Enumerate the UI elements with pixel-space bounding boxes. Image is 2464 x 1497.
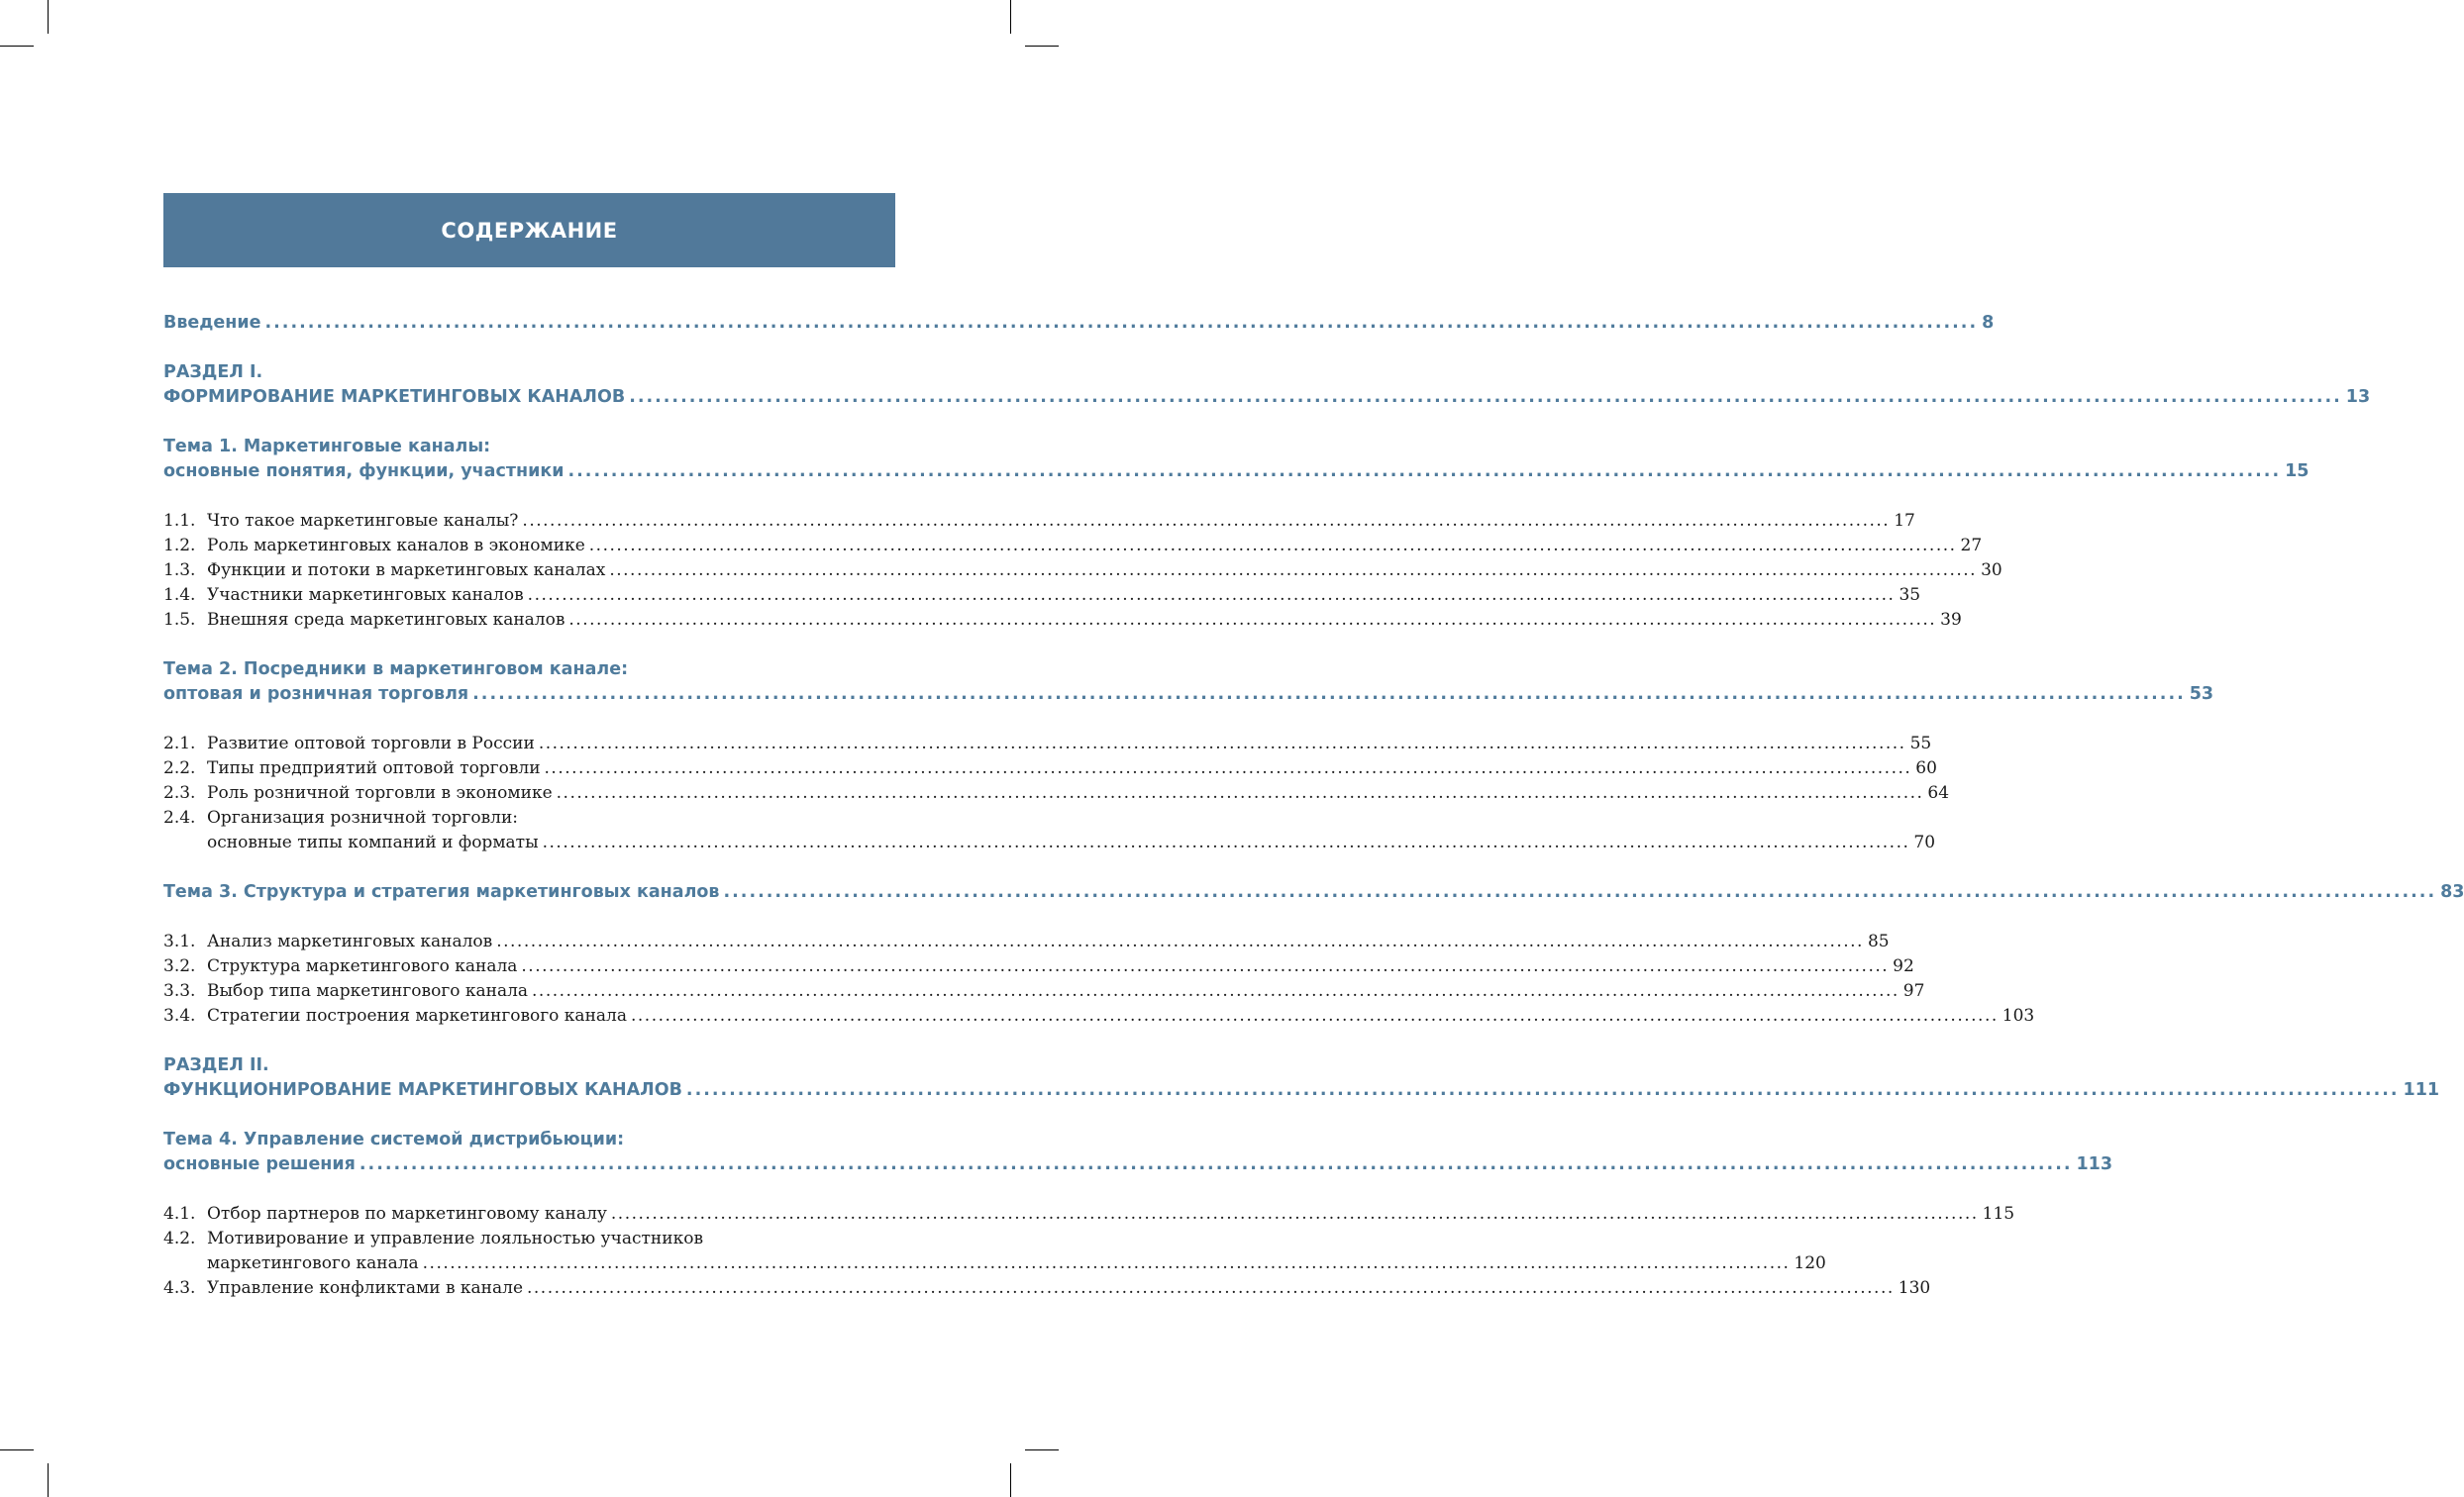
crop-mark [1010,1463,1011,1497]
toc-entry-title: Участники маркетинговых каналов [207,585,524,605]
dot-leader: ........................................................................................................................................................................................................ [568,610,1937,630]
toc-entry[interactable] [163,1204,2015,1229]
dot-leader: ........................................................................................................................................................................................................ [522,511,1891,531]
toc-entry-intro[interactable] [163,313,1995,338]
toc-entry-title: Отбор партнеров по маркетинговому каналу [207,1204,607,1224]
toc-entry-title: ФУНКЦИОНИРОВАНИЕ МАРКЕТИНГОВЫХ КАНАЛОВ [163,1080,682,1100]
toc-entry-title: Типы предприятий оптовой торговли [207,758,541,778]
toc-page-number: 97 [1902,981,1925,1001]
dot-leader: ........................................................................................................................................................................................................ [527,585,1896,605]
toc-page-number: 92 [1893,956,1914,976]
toc-entry-title: Стратегии построения маркетингового канала [207,1006,627,1026]
toc-page-number: 30 [1981,560,2002,580]
dot-leader: ........................................................................................................................................................................................................ [542,833,1910,852]
dot-leader: ........................................................................................................................................................................................................ [567,461,2282,481]
toc-entry[interactable] [163,536,1983,560]
toc-entry-number: 3.2. [163,956,196,976]
toc-entry-number: 4.2. [163,1229,196,1248]
contents-title: СОДЕРЖАНИЕ [441,218,618,243]
toc-entry-continuation[interactable] [163,1253,1826,1278]
toc-page-number: 83 [2440,882,2464,902]
toc-entry-number: 1.2. [163,536,196,555]
crop-mark [48,0,49,34]
toc-page-number: 64 [1927,783,1950,803]
toc-page-number: 15 [2285,461,2310,481]
toc-entry-number: 3.3. [163,981,196,1001]
toc-entry[interactable] [163,560,2002,585]
dot-leader: ........................................................................................................................................................................................................ [527,1278,1895,1298]
dot-leader: ........................................................................................................................................................................................................ [609,560,1978,580]
toc-page-number: 111 [2403,1080,2440,1100]
toc-entry-title: маркетингового канала [207,1253,419,1273]
toc-entry-topic-3[interactable] [163,882,2464,907]
toc-page-number: 130 [1898,1278,1931,1298]
toc-entry-number: 2.1. [163,734,196,753]
dot-leader: ........................................................................................................................................................................................................ [496,932,1864,951]
toc-page-number: 60 [1915,758,1937,778]
toc-entry[interactable] [163,585,1921,610]
dot-leader: ........................................................................................................................................................................................................ [610,1204,1979,1224]
toc-entry-title: Структура маркетингового канала [207,956,518,976]
toc-page-number: 17 [1894,511,1915,531]
toc-entry-title: Тема 3. Структура и стратегия маркетинговых каналов [163,882,720,902]
toc-entry-section-1[interactable] [163,387,2371,412]
toc-entry[interactable] [163,783,1950,808]
toc-entry[interactable] [163,511,1915,536]
toc-entry-number: 1.4. [163,585,196,605]
toc-page-number: 55 [1909,734,1932,753]
toc-entry[interactable] [163,1006,2035,1031]
toc-page-number: 39 [1940,610,1962,630]
toc-entry-title: Внешняя среда маркетинговых каналов [207,610,565,630]
dot-leader: ........................................................................................................................................................................................................ [521,956,1890,976]
toc-entry-title: Роль маркетинговых каналов в экономике [207,536,585,555]
section-label: РАЗДЕЛ I. [163,362,263,382]
dot-leader: ........................................................................................................................................................................................................ [629,387,2342,407]
toc-page-number: 35 [1899,585,1921,605]
toc-entry-section-2[interactable] [163,1080,2440,1105]
dot-leader: ........................................................................................................................................................................................................ [630,1006,1999,1026]
dot-leader: ........................................................................................................................................................................................................ [532,981,1899,1001]
toc-entry-title: Мотивирование и управление лояльностью участников [207,1229,704,1248]
toc-entry[interactable] [163,610,1962,635]
dot-leader: ........................................................................................................................................................................................................ [264,313,1979,333]
toc-page-number: 103 [2002,1006,2035,1026]
toc-entry[interactable] [163,1278,1931,1303]
toc-entry[interactable] [163,981,1925,1006]
toc-entry-title: оптовая и розничная торговля [163,684,469,704]
dot-leader: ........................................................................................................................................................................................................ [588,536,1957,555]
toc-page-number: 70 [1913,833,1936,852]
dot-leader: ........................................................................................................................................................................................................ [685,1080,2400,1100]
toc-entry[interactable] [163,808,892,833]
crop-mark [0,46,34,47]
crop-mark [0,1449,34,1450]
crop-mark [1025,46,1059,47]
dot-leader: ........................................................................................................................................................................................................ [544,758,1912,778]
section-label: РАЗДЕЛ II. [163,1055,269,1075]
toc-entry-title: Роль розничной торговли в экономике [207,783,553,803]
toc-page-number: 85 [1867,932,1890,951]
toc-entry[interactable] [163,956,1914,981]
toc-entry-number: 2.4. [163,808,196,828]
topic-heading: Тема 2. Посредники в маркетинговом канале: [163,659,629,679]
toc-page-number: 8 [1982,313,1995,333]
toc-entry-title: Функции и потоки в маркетинговых каналах [207,560,606,580]
toc-entry-title: Выбор типа маркетингового канала [207,981,529,1001]
crop-mark [1025,1449,1059,1450]
toc-entry-title: Управление конфликтами в канале [207,1278,523,1298]
toc-entry-number: 4.3. [163,1278,196,1298]
dot-leader: ........................................................................................................................................................................................................ [472,684,2186,704]
toc-page-number: 27 [1960,536,1983,555]
toc-entry-title: основные типы компаний и форматы [207,833,539,852]
dot-leader: ........................................................................................................................................................................................................ [723,882,2437,902]
toc-page-number: 13 [2345,387,2371,407]
toc-entry[interactable] [163,1229,892,1253]
crop-mark [48,1463,49,1497]
toc-entry-title: Введение [163,313,261,333]
toc-entry-topic-4[interactable] [163,1154,2113,1179]
toc-entry-number: 1.1. [163,511,196,531]
toc-entry-number: 3.1. [163,932,196,951]
toc-page-number: 115 [1982,1204,2015,1224]
toc-entry-title: ФОРМИРОВАНИЕ МАРКЕТИНГОВЫХ КАНАЛОВ [163,387,626,407]
dot-leader: ........................................................................................................................................................................................................ [422,1253,1791,1273]
toc-entry-number: 1.3. [163,560,196,580]
toc-entry[interactable] [163,932,1890,956]
dot-leader: ........................................................................................................................................................................................................ [556,783,1924,803]
toc-entry-title: Развитие оптовой торговли в России [207,734,535,753]
topic-heading: Тема 1. Маркетинговые каналы: [163,437,491,456]
toc-entry-number: 4.1. [163,1204,196,1224]
dot-leader: ........................................................................................................................................................................................................ [359,1154,2073,1174]
toc-entry-number: 2.2. [163,758,196,778]
toc-entry-title: Организация розничной торговли: [207,808,519,828]
toc-entry-continuation[interactable] [163,833,1936,857]
toc-entry[interactable] [163,734,1932,758]
topic-heading: Тема 4. Управление системой дистрибьюции: [163,1130,625,1149]
crop-mark [1010,0,1011,34]
toc-entry-topic-1[interactable] [163,461,2310,486]
toc-page-number: 53 [2189,684,2214,704]
toc-entry-number: 3.4. [163,1006,196,1026]
toc-entry[interactable] [163,758,1937,783]
toc-entry-title: основные понятия, функции, участники [163,461,565,481]
toc-entry-topic-2[interactable] [163,684,2214,709]
contents-header [163,193,895,267]
toc-entry-title: Что такое маркетинговые каналы? [207,511,519,531]
toc-entry-number: 1.5. [163,610,196,630]
dot-leader: ........................................................................................................................................................................................................ [538,734,1906,753]
toc-entry-number: 2.3. [163,783,196,803]
toc-page-number: 120 [1794,1253,1826,1273]
toc-entry-title: Анализ маркетинговых каналов [207,932,493,951]
toc-page-number: 113 [2076,1154,2113,1174]
toc-entry-title: основные решения [163,1154,356,1174]
